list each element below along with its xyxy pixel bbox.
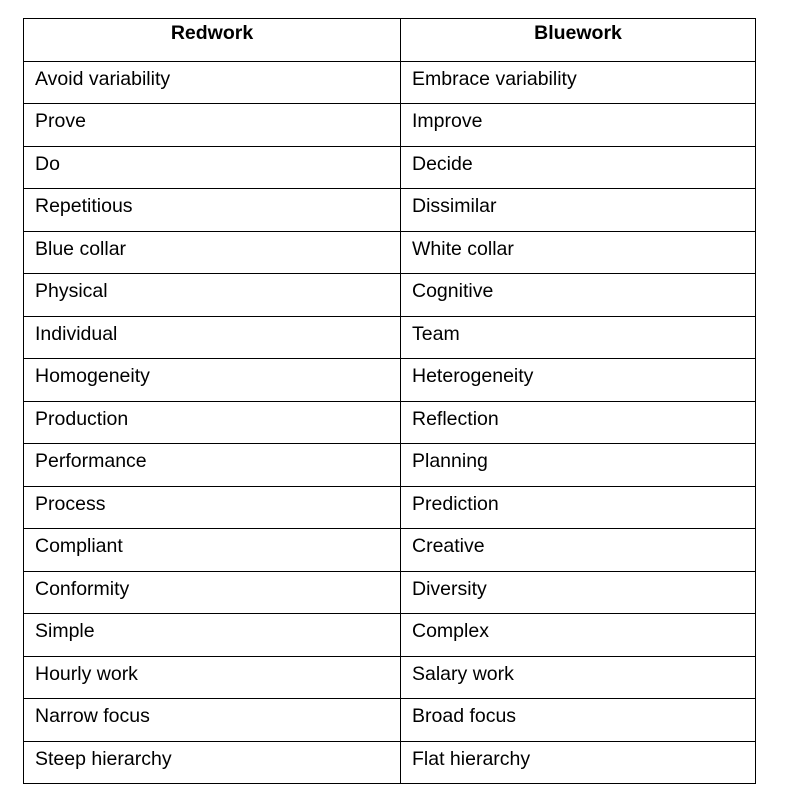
table-body [24,61,756,784]
table-row [24,359,756,402]
redwork-cell: Avoid variability [24,61,401,104]
table-row [24,104,756,147]
redwork-cell: Simple [24,614,401,657]
redwork-cell: Steep hierarchy [24,741,401,784]
bluework-cell: Improve [401,104,756,147]
bluework-cell: Broad focus [401,699,756,742]
redwork-cell: Process [24,486,401,529]
header-row [24,19,756,62]
table-row [24,231,756,274]
bluework-cell: Diversity [401,571,756,614]
table-row [24,741,756,784]
redwork-cell: Physical [24,274,401,317]
bluework-cell: Team [401,316,756,359]
bluework-cell: Decide [401,146,756,189]
table-row [24,656,756,699]
bluework-cell: Salary work [401,656,756,699]
redwork-cell: Blue collar [24,231,401,274]
bluework-cell: Planning [401,444,756,487]
redwork-cell: Performance [24,444,401,487]
bluework-cell: Heterogeneity [401,359,756,402]
redwork-cell: Do [24,146,401,189]
bluework-cell: Creative [401,529,756,572]
redwork-cell: Prove [24,104,401,147]
bluework-cell: Flat hierarchy [401,741,756,784]
redwork-cell: Homogeneity [24,359,401,402]
table-row [24,486,756,529]
table-row [24,274,756,317]
redwork-cell: Conformity [24,571,401,614]
table-header [24,19,756,62]
bluework-cell: Dissimilar [401,189,756,232]
bluework-cell: Prediction [401,486,756,529]
redwork-cell: Individual [24,316,401,359]
redwork-bluework-table [23,18,756,784]
bluework-cell: Complex [401,614,756,657]
table-row [24,61,756,104]
table-row [24,614,756,657]
bluework-cell: Cognitive [401,274,756,317]
header-redwork: Redwork [24,19,401,62]
redwork-cell: Compliant [24,529,401,572]
table-row [24,146,756,189]
table-row [24,571,756,614]
table-row [24,316,756,359]
header-bluework: Bluework [401,19,756,62]
table-row [24,444,756,487]
redwork-cell: Repetitious [24,189,401,232]
table-row [24,529,756,572]
redwork-cell: Narrow focus [24,699,401,742]
table-row [24,699,756,742]
bluework-cell: Embrace variability [401,61,756,104]
redwork-cell: Production [24,401,401,444]
bluework-cell: Reflection [401,401,756,444]
table-row [24,189,756,232]
redwork-cell: Hourly work [24,656,401,699]
table-row [24,401,756,444]
bluework-cell: White collar [401,231,756,274]
